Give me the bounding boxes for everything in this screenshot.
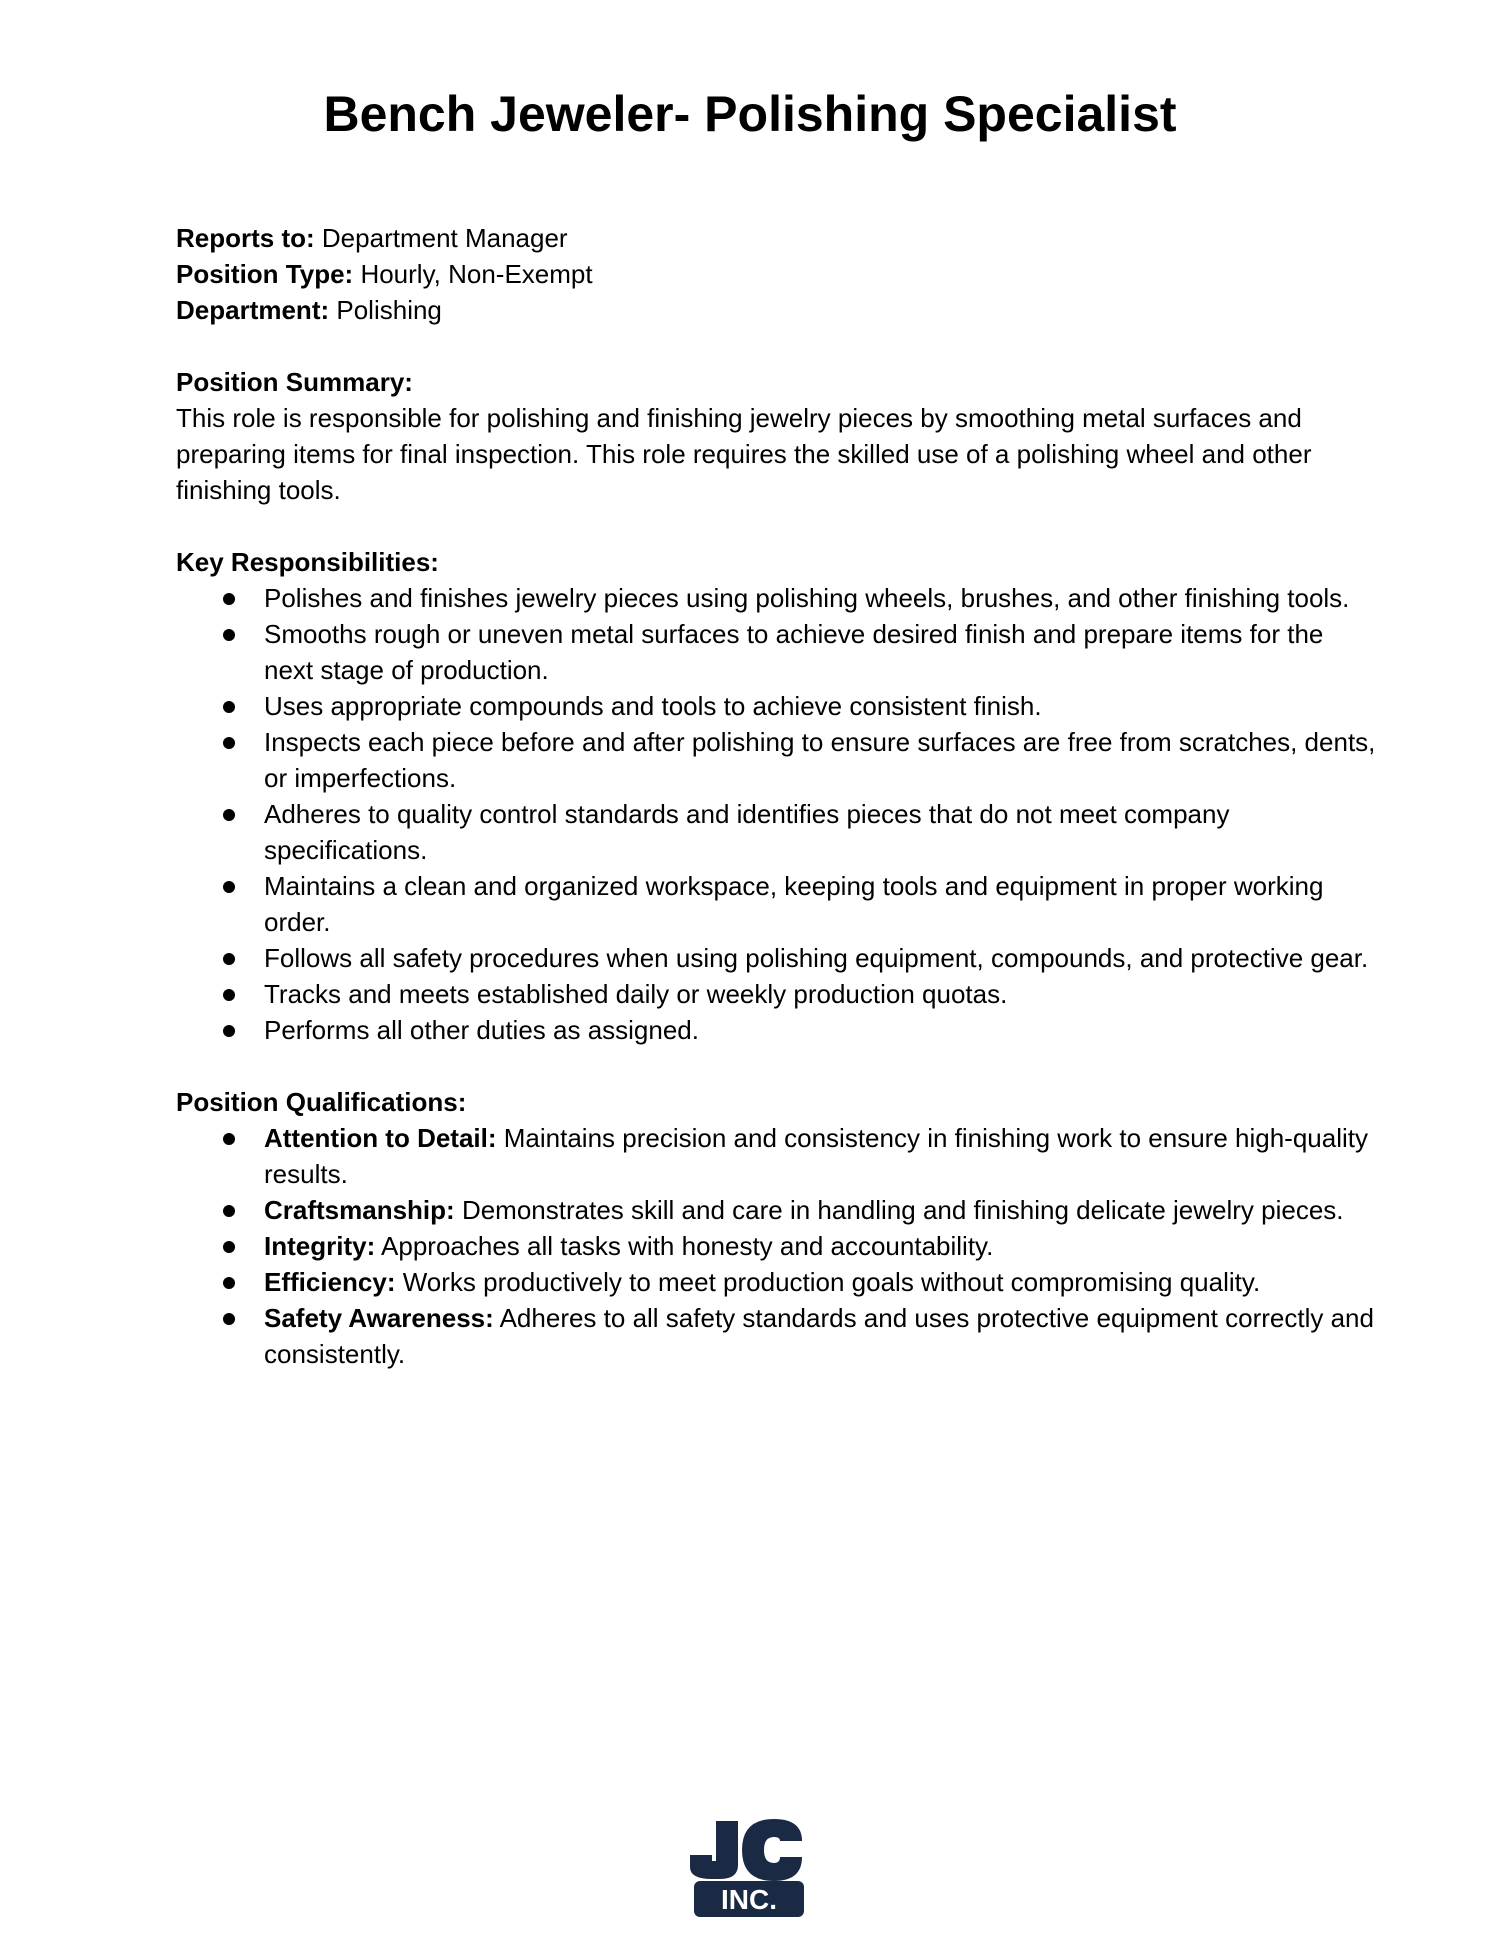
responsibilities-list xyxy=(176,580,1376,1048)
responsibility-text: Maintains a clean and organized workspace, keeping tools and equipment in proper working order. xyxy=(264,871,1324,937)
bullet-icon xyxy=(223,737,235,749)
spacer xyxy=(176,328,1376,364)
bullet-icon xyxy=(223,1205,235,1217)
bullet-icon xyxy=(223,1241,235,1253)
bullet-icon xyxy=(223,953,235,965)
bullet-icon xyxy=(223,701,235,713)
list-item xyxy=(176,616,1376,688)
bullet-icon xyxy=(223,1025,235,1037)
list-item xyxy=(176,1012,1376,1048)
responsibility-text: Smooths rough or uneven metal surfaces to achieve desired finish and prepare items for the next stage of production. xyxy=(264,619,1324,685)
qualification-label: Craftsmanship: xyxy=(264,1195,455,1225)
logo-j-hook xyxy=(690,1855,738,1879)
spacer xyxy=(176,508,1376,544)
department-value: Polishing xyxy=(336,295,442,325)
responsibility-text: Follows all safety procedures when using polishing equipment, compounds, and protective gear. xyxy=(264,943,1369,973)
qualification-text: Approaches all tasks with honesty and accountability. xyxy=(381,1231,994,1261)
responsibility-text: Tracks and meets established daily or weekly production quotas. xyxy=(264,979,1008,1009)
department-line xyxy=(176,292,1376,328)
list-item xyxy=(176,976,1376,1012)
list-item xyxy=(176,1192,1376,1228)
qualification-text: Maintains precision and consistency in finishing work to ensure high-quality results. xyxy=(264,1123,1368,1189)
bullet-icon xyxy=(223,629,235,641)
list-item xyxy=(176,868,1376,940)
bullet-icon xyxy=(223,593,235,605)
position-type-value: Hourly, Non-Exempt xyxy=(360,259,593,289)
position-type-line xyxy=(176,256,1376,292)
responsibilities-heading: Key Responsibilities: xyxy=(176,547,439,577)
responsibility-text: Polishes and finishes jewelry pieces using polishing wheels, brushes, and other finishing tools. xyxy=(264,583,1350,613)
qualification-label: Integrity: xyxy=(264,1231,376,1261)
responsibility-text: Inspects each piece before and after polishing to ensure surfaces are free from scratches, dents, or imperfections. xyxy=(264,727,1376,793)
qualifications-heading: Position Qualifications: xyxy=(176,1087,467,1117)
list-item xyxy=(176,1264,1376,1300)
qualification-text: Works productively to meet production goals without compromising quality. xyxy=(402,1267,1261,1297)
reports-to-value: Department Manager xyxy=(321,223,568,253)
document-body xyxy=(176,220,1376,1372)
list-item xyxy=(176,940,1376,976)
logo-jc-mark xyxy=(690,1819,802,1881)
qualification-label: Safety Awareness: xyxy=(264,1303,494,1333)
qualification-label: Attention to Detail: xyxy=(264,1123,497,1153)
reports-to-line xyxy=(176,220,1376,256)
logo-c-letter xyxy=(742,1819,802,1881)
bullet-icon xyxy=(223,1277,235,1289)
jc-inc-logo xyxy=(690,1815,808,1917)
list-item xyxy=(176,1120,1376,1192)
list-item xyxy=(176,1300,1376,1372)
qualification-text: Demonstrates skill and care in handling and finishing delicate jewelry pieces. xyxy=(461,1195,1344,1225)
logo-inc-text: INC. xyxy=(721,1884,777,1915)
responsibility-text: Adheres to quality control standards and identifies pieces that do not meet company specifications. xyxy=(264,799,1230,865)
summary-text: This role is responsible for polishing and finishing jewelry pieces by smoothing metal surfaces and preparing items for final inspection. This role requires the skilled use of a polishing wheel and other finishing tools. xyxy=(176,403,1312,505)
summary-heading: Position Summary: xyxy=(176,367,413,397)
spacer xyxy=(176,1048,1376,1084)
responsibility-text: Uses appropriate compounds and tools to achieve consistent finish. xyxy=(264,691,1042,721)
position-type-label: Position Type: xyxy=(176,259,354,289)
department-label: Department: xyxy=(176,295,330,325)
list-item xyxy=(176,796,1376,868)
list-item xyxy=(176,688,1376,724)
list-item xyxy=(176,580,1376,616)
bullet-icon xyxy=(223,809,235,821)
qualifications-list xyxy=(176,1120,1376,1372)
bullet-icon xyxy=(223,989,235,1001)
bullet-icon xyxy=(223,881,235,893)
list-item xyxy=(176,724,1376,796)
bullet-icon xyxy=(223,1313,235,1325)
qualification-label: Efficiency: xyxy=(264,1267,396,1297)
responsibility-text: Performs all other duties as assigned. xyxy=(264,1015,699,1045)
page-title: Bench Jeweler- Polishing Specialist xyxy=(323,86,1177,142)
qualification-text: Adheres to all safety standards and uses protective equipment correctly and consistently. xyxy=(264,1303,1374,1369)
reports-to-label: Reports to: xyxy=(176,223,315,253)
list-item xyxy=(176,1228,1376,1264)
bullet-icon xyxy=(223,1133,235,1145)
